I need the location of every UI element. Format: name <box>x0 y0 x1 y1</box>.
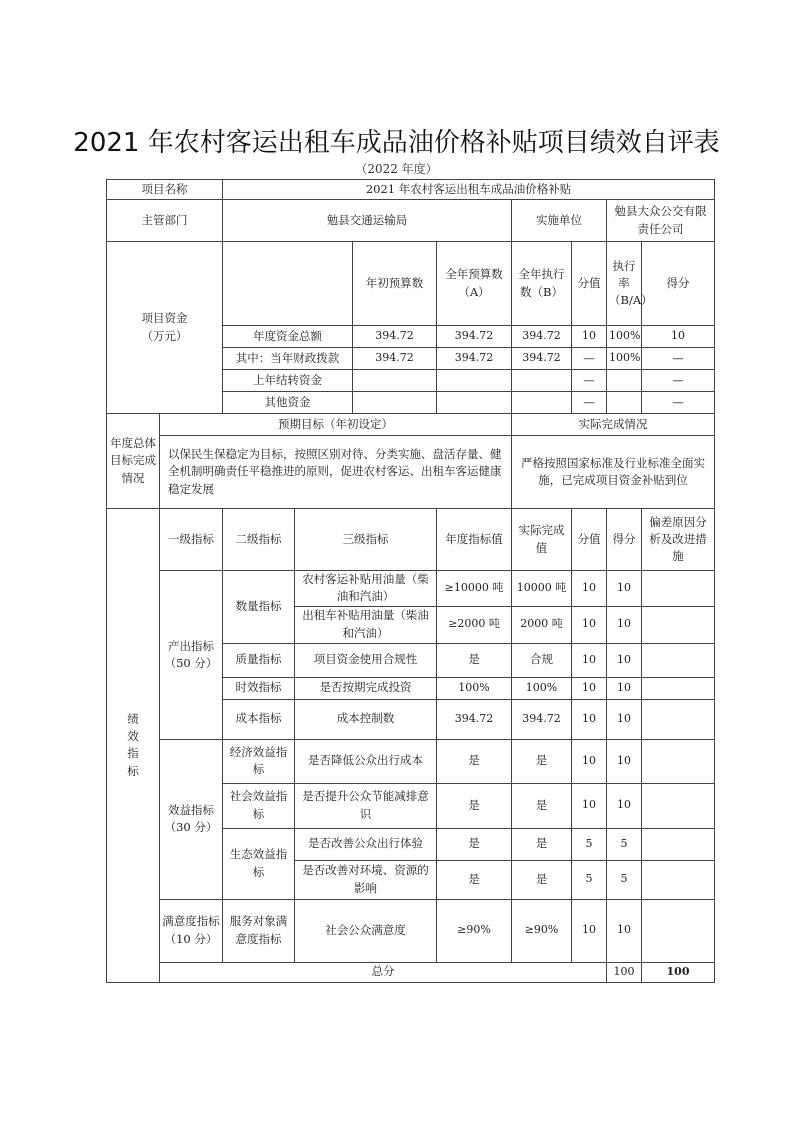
r4-actual: 100% <box>512 677 572 699</box>
r8-name: 是否改善公众出行体验 <box>295 828 437 860</box>
carryover-full <box>437 370 512 392</box>
economic-indicator: 经济效益指标 <box>223 739 295 783</box>
r8-score: 5 <box>607 828 642 860</box>
carryover-exec <box>512 370 572 392</box>
r10-weight: 10 <box>572 899 607 962</box>
r1-score: 10 <box>607 571 642 607</box>
r9-weight: 5 <box>572 860 607 899</box>
r9-actual: 是 <box>512 860 572 899</box>
carryover-initial <box>353 370 437 392</box>
quality-indicator: 质量指标 <box>223 643 295 677</box>
project-name-label: 项目名称 <box>107 180 223 200</box>
h-reason: 偏差原因分析及改进措施 <box>642 509 715 571</box>
funds-unit-text: （万元） <box>141 328 188 343</box>
fiscal-weight: — <box>572 348 607 370</box>
expected-goal-text: 以保民生保稳定为目标，按照区别对待、分类实施、盘活存量、健全机制明确责任平稳推进的原则，促进农村客运、出租车客运健康稳定发展 <box>160 436 512 509</box>
r9-reason <box>642 860 715 899</box>
h-actual: 实际完成值 <box>512 509 572 571</box>
r7-name: 是否提升公众节能减排意识 <box>295 783 437 828</box>
r7-weight: 10 <box>572 783 607 828</box>
r6-score: 10 <box>607 739 642 783</box>
total-score: 10 <box>642 326 715 348</box>
r3-score: 10 <box>607 643 642 677</box>
r10-target: ≥90% <box>437 899 512 962</box>
r2-weight: 10 <box>572 606 607 643</box>
col-exec-rate: 执行率（B/A） <box>607 242 642 326</box>
cost-indicator: 成本指标 <box>223 699 295 739</box>
perf-label: 绩效指标 <box>107 509 160 983</box>
r10-name: 社会公众满意度 <box>295 899 437 962</box>
h-lvl1: 一级指标 <box>160 509 223 571</box>
r6-actual: 是 <box>512 739 572 783</box>
r6-target: 是 <box>437 739 512 783</box>
r5-target: 394.72 <box>437 699 512 739</box>
fiscal-rate: 100% <box>607 348 642 370</box>
r5-name: 成本控制数 <box>295 699 437 739</box>
annual-goal-label: 年度总体目标完成情况 <box>107 414 160 509</box>
fiscal-initial: 394.72 <box>353 348 437 370</box>
r5-score: 10 <box>607 699 642 739</box>
fiscal-score: — <box>642 348 715 370</box>
impl-unit-value: 勉县大众公交有限责任公司 <box>607 200 715 242</box>
r2-score: 10 <box>607 606 642 643</box>
col-score: 得分 <box>642 242 715 326</box>
h-lvl3: 三级指标 <box>295 509 437 571</box>
r10-reason <box>642 899 715 962</box>
r3-name: 项目资金使用合规性 <box>295 643 437 677</box>
timeliness-indicator: 时效指标 <box>223 677 295 699</box>
r9-score: 5 <box>607 860 642 899</box>
r8-target: 是 <box>437 828 512 860</box>
other-initial <box>353 392 437 414</box>
other-rate <box>607 392 642 414</box>
benefit-indicator: 效益指标（30 分） <box>160 739 223 899</box>
funds-label-text: 项目资金 <box>141 311 188 326</box>
fiscal-exec: 394.72 <box>512 348 572 370</box>
r4-weight: 10 <box>572 677 607 699</box>
total-weight: 10 <box>572 326 607 348</box>
r9-name: 是否改善对环境、资源的影响 <box>295 860 437 899</box>
r3-target: 是 <box>437 643 512 677</box>
r4-reason <box>642 677 715 699</box>
r7-reason <box>642 783 715 828</box>
r4-score: 10 <box>607 677 642 699</box>
project-name-value: 2021 年农村客运出租车成品油价格补贴 <box>223 180 715 200</box>
carryover-weight: — <box>572 370 607 392</box>
other-weight: — <box>572 392 607 414</box>
r1-actual: 10000 吨 <box>512 571 572 607</box>
funds-header-blank <box>223 242 353 326</box>
h-lvl2: 二级指标 <box>223 509 295 571</box>
total-exec: 394.72 <box>512 326 572 348</box>
total-label: 总分 <box>160 962 607 982</box>
social-indicator: 社会效益指标 <box>223 783 295 828</box>
funds-label <box>107 242 223 414</box>
r2-actual: 2000 吨 <box>512 606 572 643</box>
r6-weight: 10 <box>572 739 607 783</box>
r5-weight: 10 <box>572 699 607 739</box>
r3-reason <box>642 643 715 677</box>
page-title: 2021 年农村客运出租车成品油价格补贴项目绩效自评表 <box>73 128 720 158</box>
r7-score: 10 <box>607 783 642 828</box>
actual-goal-label: 实际完成情况 <box>512 414 715 436</box>
service-indicator: 服务对象满意度指标 <box>223 899 295 962</box>
h-weight: 分值 <box>572 509 607 571</box>
r3-actual: 合规 <box>512 643 572 677</box>
r1-name: 农村客运补贴用油量（柴油和汽油） <box>295 571 437 607</box>
total-score-value: 100 <box>642 962 715 982</box>
col-full-budget: 全年预算数（A） <box>437 242 512 326</box>
actual-goal-text: 严格按照国家标准及行业标准全面实施，已完成项目资金补贴到位 <box>512 436 715 509</box>
r1-reason <box>642 571 715 607</box>
r8-reason <box>642 828 715 860</box>
performance-table <box>106 179 715 983</box>
r8-actual: 是 <box>512 828 572 860</box>
total-full: 394.72 <box>437 326 512 348</box>
col-weight: 分值 <box>572 242 607 326</box>
fiscal-full: 394.72 <box>437 348 512 370</box>
r2-reason <box>642 606 715 643</box>
h-target: 年度指标值 <box>437 509 512 571</box>
dept-value: 勉县交通运输局 <box>223 200 512 242</box>
r5-actual: 394.72 <box>512 699 572 739</box>
expected-goal-label: 预期目标（年初设定） <box>160 414 512 436</box>
r9-target: 是 <box>437 860 512 899</box>
carryover-rate <box>607 370 642 392</box>
quantity-indicator: 数量指标 <box>223 571 295 644</box>
row-carryover: 上年结转资金 <box>223 370 353 392</box>
satisfaction-indicator: 满意度指标（10 分） <box>160 899 223 962</box>
ecological-indicator: 生态效益指标 <box>223 828 295 899</box>
total-initial: 394.72 <box>353 326 437 348</box>
impl-unit-label: 实施单位 <box>512 200 607 242</box>
other-exec <box>512 392 572 414</box>
total-rate: 100% <box>607 326 642 348</box>
r1-weight: 10 <box>572 571 607 607</box>
r1-target: ≥10000 吨 <box>437 571 512 607</box>
carryover-score: — <box>642 370 715 392</box>
r7-actual: 是 <box>512 783 572 828</box>
r6-reason <box>642 739 715 783</box>
r4-name: 是否按期完成投资 <box>295 677 437 699</box>
r10-actual: ≥90% <box>512 899 572 962</box>
dept-label: 主管部门 <box>107 200 223 242</box>
r8-weight: 5 <box>572 828 607 860</box>
r3-weight: 10 <box>572 643 607 677</box>
r5-reason <box>642 699 715 739</box>
r6-name: 是否降低公众出行成本 <box>295 739 437 783</box>
row-total-funds: 年度资金总额 <box>223 326 353 348</box>
col-initial-budget: 年初预算数 <box>353 242 437 326</box>
r10-score: 10 <box>607 899 642 962</box>
r7-target: 是 <box>437 783 512 828</box>
r4-target: 100% <box>437 677 512 699</box>
r2-name: 出租车补贴用油量（柴油和汽油） <box>295 606 437 643</box>
total-weight-value: 100 <box>607 962 642 982</box>
other-score: — <box>642 392 715 414</box>
r2-target: ≥2000 吨 <box>437 606 512 643</box>
col-full-exec: 全年执行数（B） <box>512 242 572 326</box>
output-indicator: 产出指标（50 分） <box>160 571 223 740</box>
row-other: 其他资金 <box>223 392 353 414</box>
page-subtitle: （2022 年度） <box>355 162 438 176</box>
h-score: 得分 <box>607 509 642 571</box>
other-full <box>437 392 512 414</box>
row-fiscal: 其中：当年财政拨款 <box>223 348 353 370</box>
